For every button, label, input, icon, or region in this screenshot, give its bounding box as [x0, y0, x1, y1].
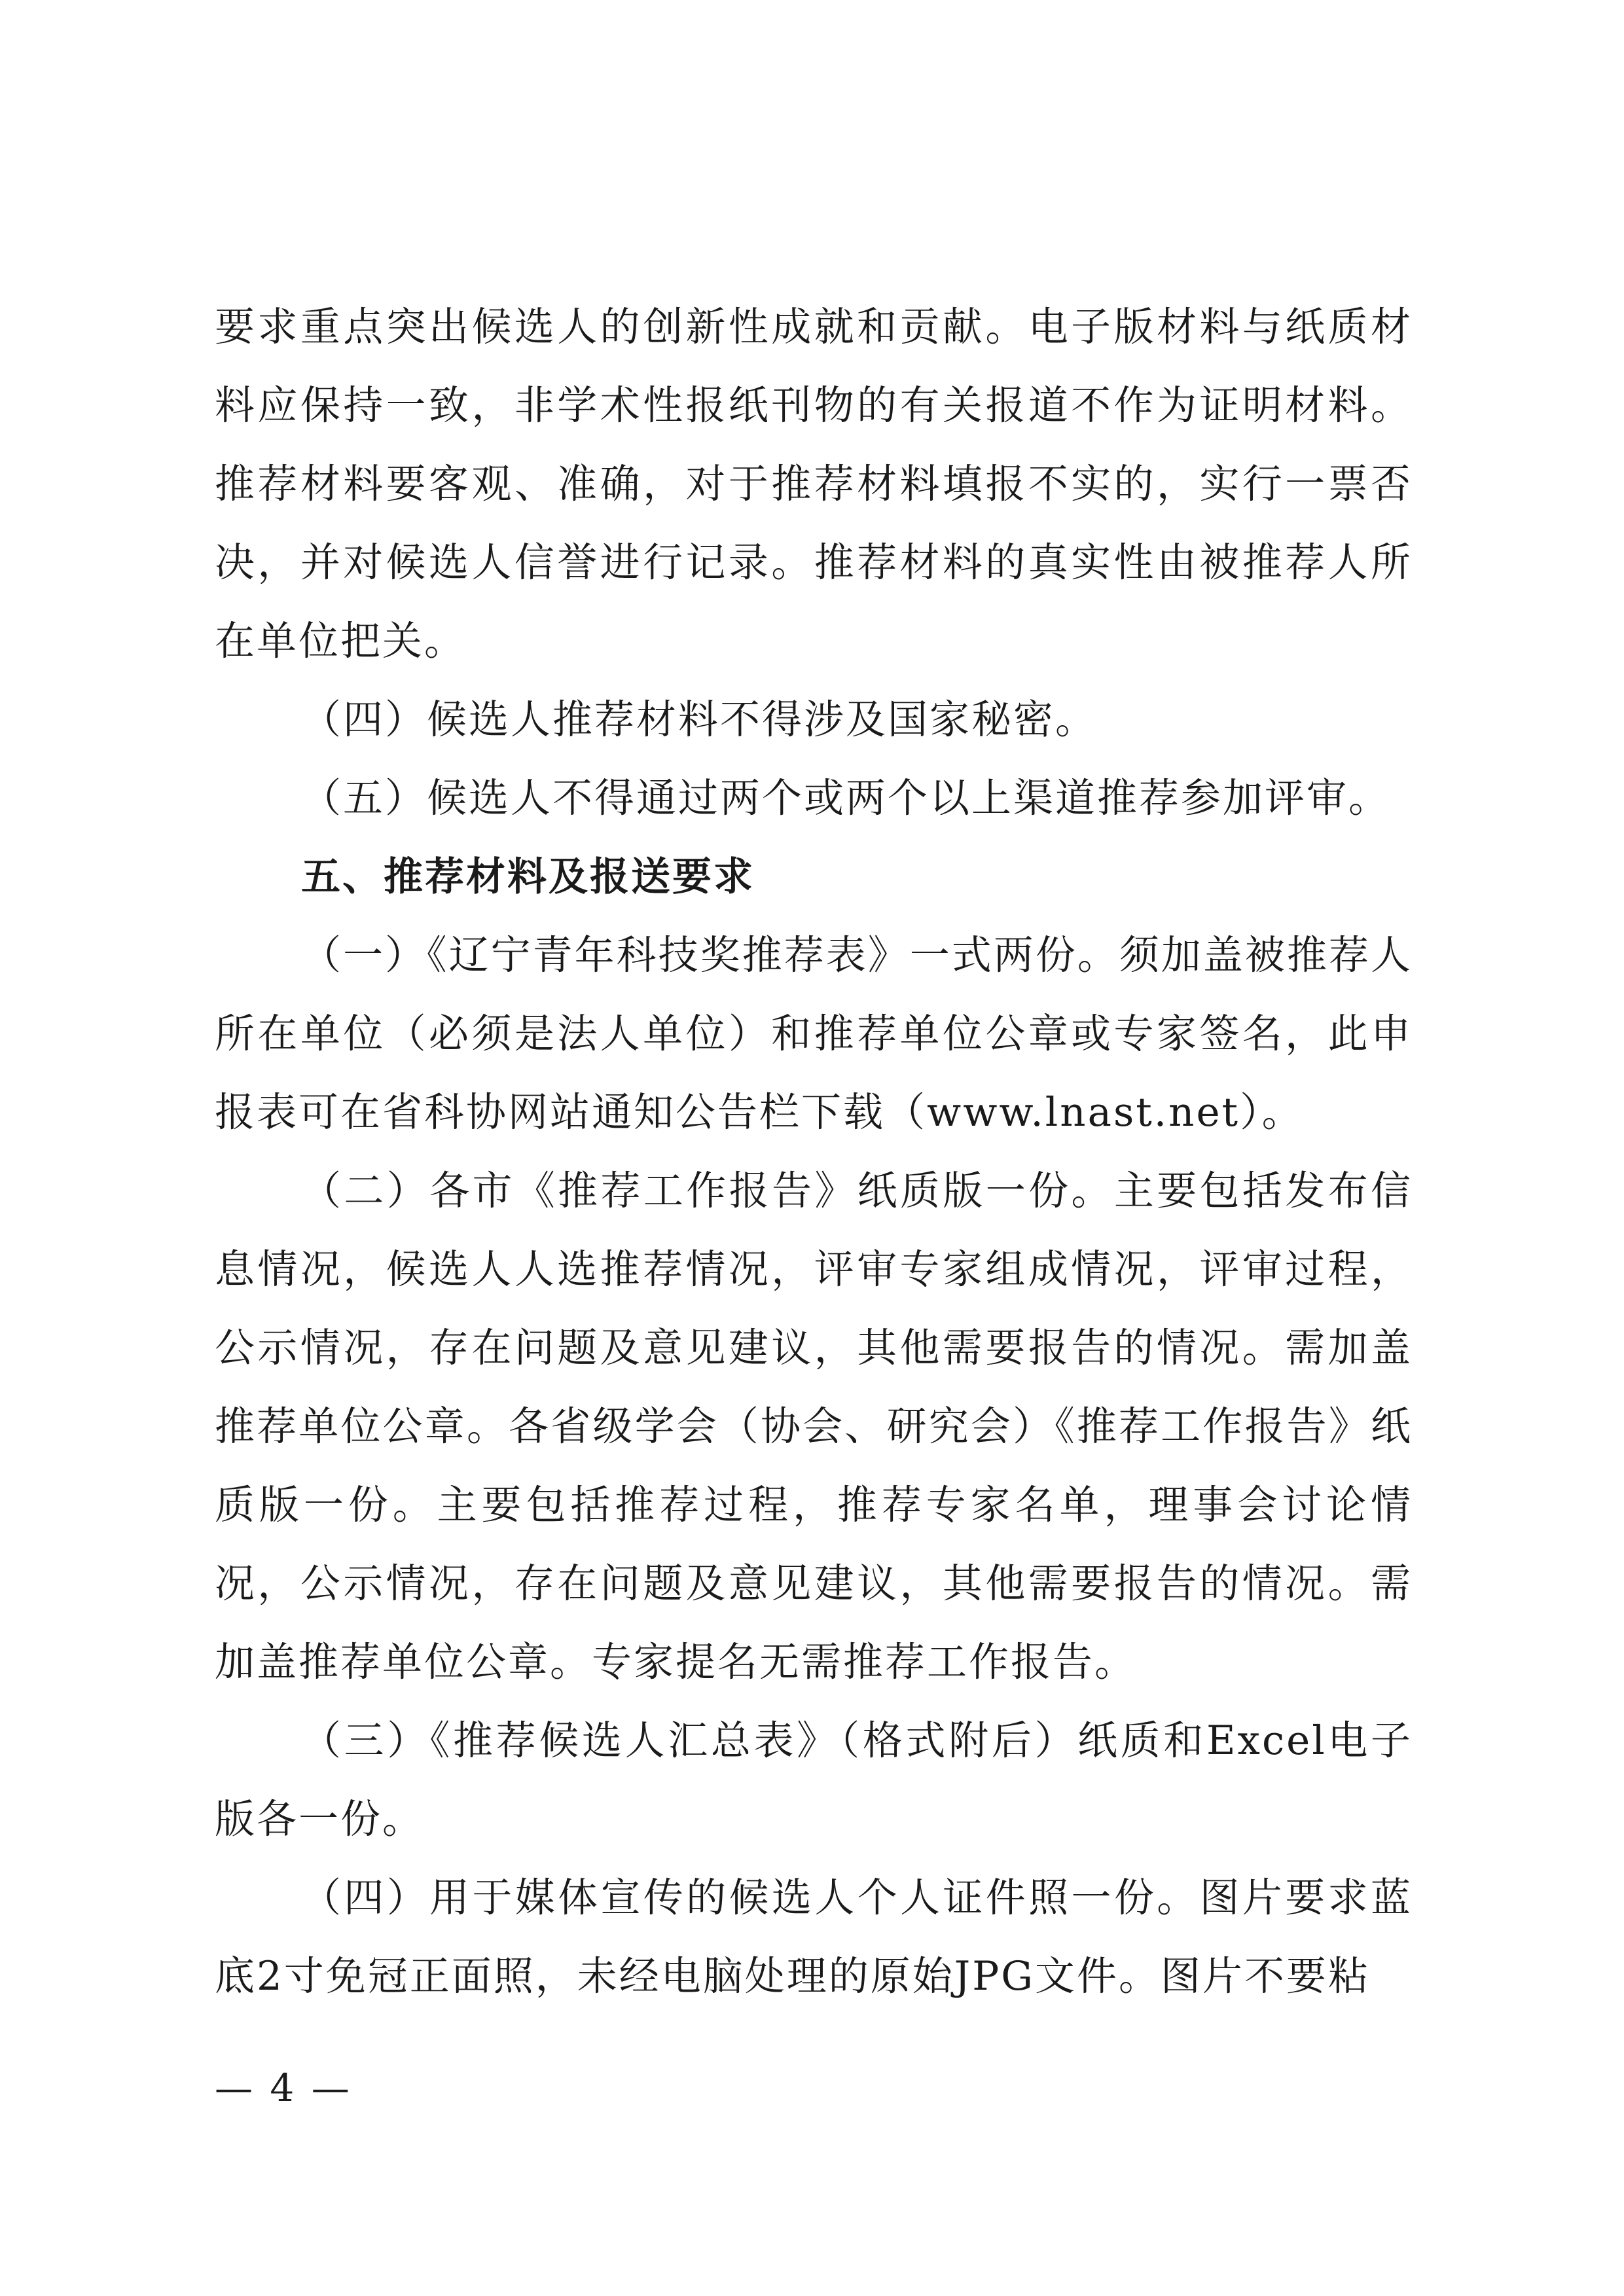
- paragraph-item-2-report: （二）各市《推荐工作报告》纸质版一份。主要包括发布信息情况，候选人人选推荐情况，评审专家组成情况，评审过程，公示情况，存在问题及意见建议，其他需要报告的情况。需加盖推荐单位公章。各省级学会（协会、研究会）《推荐工作报告》纸质版一份。主要包括推荐过程，推荐专家名单，理事会讨论情况，公示情况，存在问题及意见建议，其他需要报告的情况。需加盖推荐单位公章。专家提名无需推荐工作报告。: [215, 1168, 1413, 1685]
- paragraph-item-5-channels: （五）候选人不得通过两个或两个以上渠道推荐参加评审。: [301, 775, 1391, 821]
- paragraph-item-4-photo: （四）用于媒体宣传的候选人个人证件照一份。图片要求蓝底2寸免冠正面照，未经电脑处理的原始JPG文件。图片不要粘: [215, 1874, 1413, 2000]
- paragraph-item-4-secrets: （四）候选人推荐材料不得涉及国家秘密。: [301, 696, 1098, 743]
- page-number: — 4 —: [215, 2066, 352, 2110]
- paragraph-item-1-form: （一）《辽宁青年科技奖推荐表》一式两份。须加盖被推荐人所在单位（必须是法人单位）和推荐单位公章或专家签名，此申报表可在省科协网站通知公告栏下载（www.lnast.net）。: [215, 932, 1413, 1136]
- paragraph-item-3-summary: （三）《推荐候选人汇总表》（格式附后）纸质和Excel电子版各一份。: [215, 1717, 1413, 1842]
- document-body: [215, 288, 1413, 2016]
- section-heading-5: 五、推荐材料及报送要求: [301, 854, 755, 900]
- paragraph-continuation: 要求重点突出候选人的创新性成就和贡献。电子版材料与纸质材料应保持一致，非学术性报纸刊物的有关报道不作为证明材料。推荐材料要客观、准确，对于推荐材料填报不实的，实行一票否决，并对候选人信誉进行记录。推荐材料的真实性由被推荐人所在单位把关。: [215, 304, 1413, 664]
